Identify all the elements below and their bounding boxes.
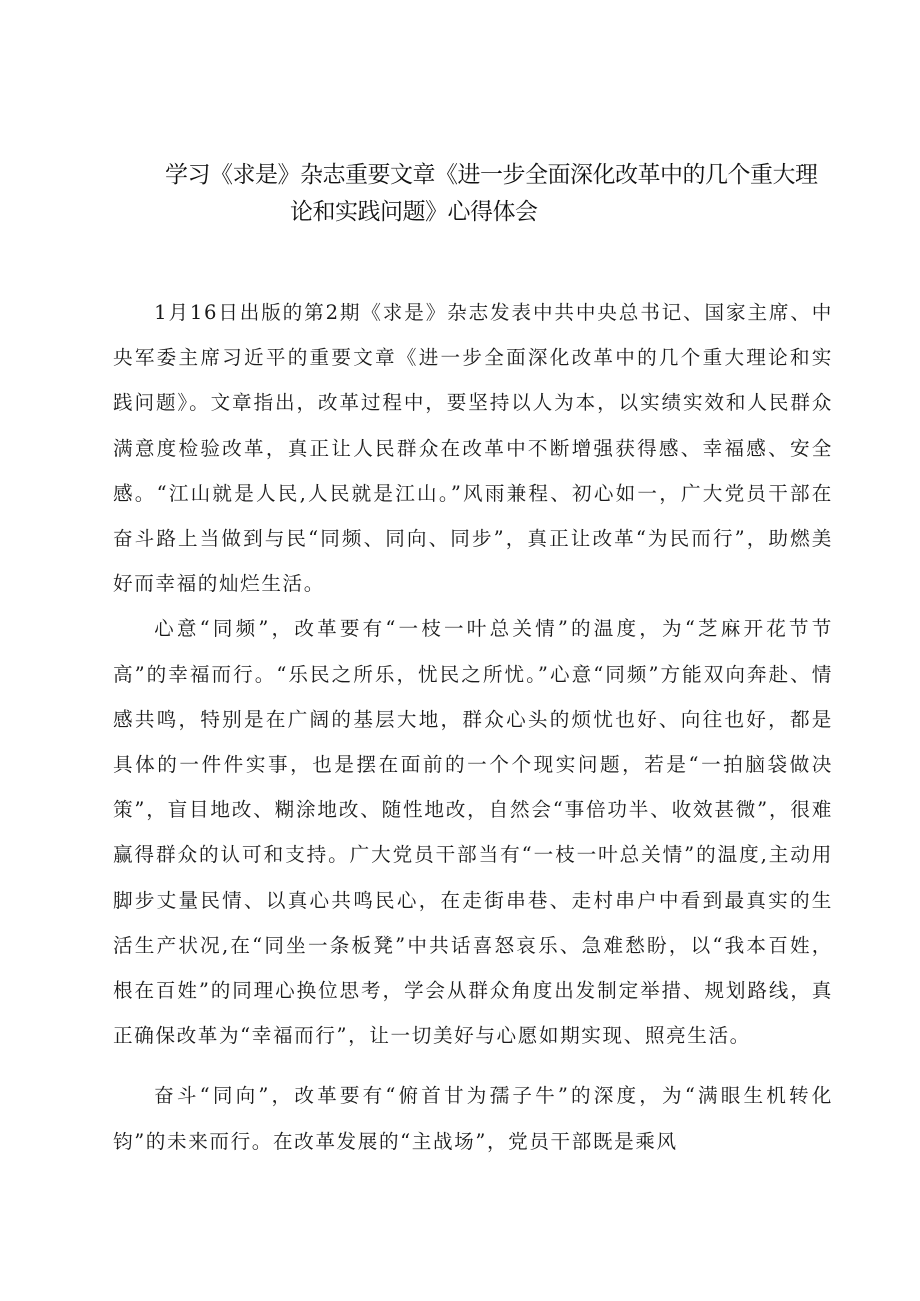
title-line-1: 学习《求是》杂志重要文章《进一步全面深化改革中的几个重大理 xyxy=(165,162,818,188)
paragraph-intro: 1月16日出版的第2期《求是》杂志发表中共中央总书记、国家主席、中央军委主席习近平的重要文章《进一步全面深化改革中的几个重大理论和实践问题》。文章指出，改革过程中，要坚持以人为本，以实绩实效和人民群众满意度检验改革，真正让人民群众在改革中不断增强获得感、幸福感、安全感。“江山就是人民,人民就是江山。”风雨兼程、初心如一，广大党员干部在奋斗路上当做到与民“同频、同向、同步”，真正让改革“为民而行”，助燃美好而幸福的灿烂生活。 xyxy=(113,301,833,596)
document-body xyxy=(113,290,833,1164)
paragraph-same-direction: 奋斗“同向”，改革要有“俯首甘为孺子牛”的深度，为“满眼生机转化钧”的未来而行。在改革发展的“主战场”，党员干部既是乘风 xyxy=(113,1084,833,1153)
paragraph-same-frequency: 心意“同频”，改革要有“一枝一叶总关情”的温度，为“芝麻开花节节高”的幸福而行。“乐民之所乐，忧民之所忧。”心意“同频”方能双向奔赴、情感共鸣，特别是在广阔的基层大地，群众心头的烦忧也好、向往也好，都是具体的一件件实事，也是摆在面前的一个个现实问题，若是“一拍脑袋做决策”，盲目地改、糊涂地改、随性地改，自然会“事倍功半、收效甚微”，很难赢得群众的认可和支持。广大党员干部当有“一枝一叶总关情”的温度,主动用脚步丈量民情、以真心共鸣民心，在走街串巷、走村串户中看到最真实的生活生产状况,在“同坐一条板凳”中共话喜怒哀乐、急难愁盼，以“我本百姓，根在百姓”的同理心换位思考，学会从群众角度出发制定举措、规划路线，真正确保改革为“幸福而行”，让一切美好与心愿如期实现、照亮生活。 xyxy=(113,617,833,1048)
document-title xyxy=(120,157,840,231)
title-line-2: 论和实践问题》心得体会 xyxy=(290,199,538,225)
